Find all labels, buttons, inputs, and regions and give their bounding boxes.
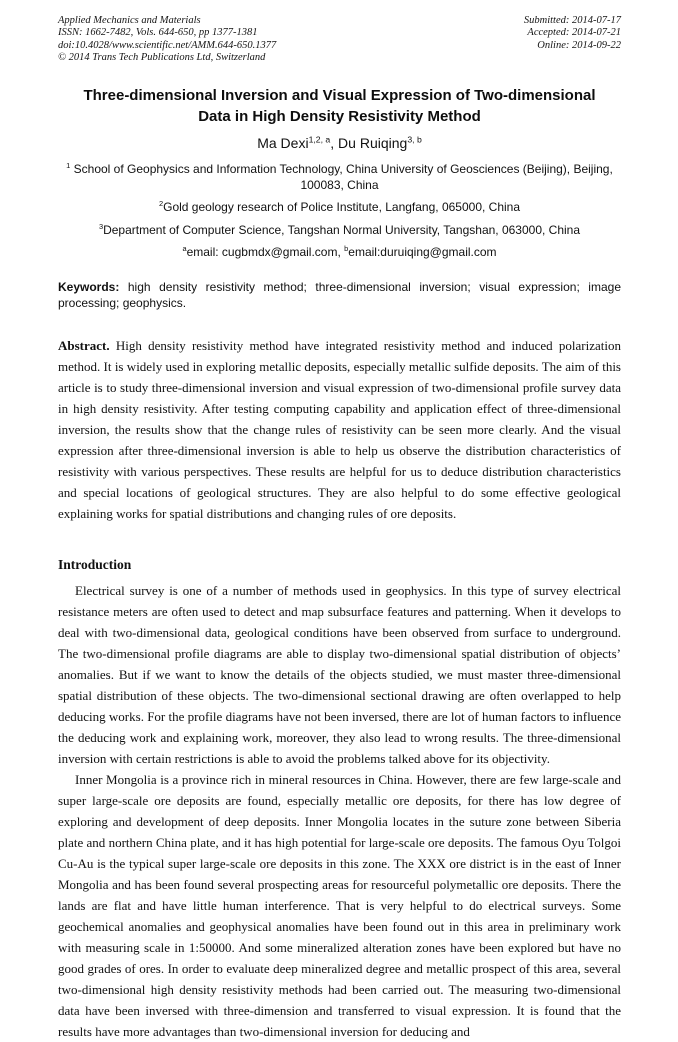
abstract-text: High density resistivity method have integrated resistivity method and induced polarization method. It is widely used in exploring metallic deposits, especially metallic sulfide deposits. The aim of this article is to study three-dimensional inversion and visual expression of two-dimensional profile survey data in high density resistivity. After testing computing capability and application effect of three-dimensional inversion, the results show that the change rules of resistivity can be seen more clearly. And the visual expression after three-dimensional inversion is able to help us observe the distribution characteristics of resistivity with various perspectives. These results are helpful for us to deduce distribution characteristics and special locations of geological structures. They are also helpful to do some effective geological explaining works for spatial distributions and changing rules of ore deposits. <box>58 338 621 522</box>
affiliation-1-superscript: 1 <box>66 161 71 171</box>
paper-title <box>58 85 621 127</box>
accepted-date: Accepted: 2014-07-21 <box>527 27 621 39</box>
section-heading-introduction: Introduction <box>58 557 132 573</box>
abstract-block <box>58 335 621 524</box>
email-2-text: email:duruiqing@gmail.com <box>348 245 497 260</box>
paper-title-line-2: Data in High Density Resistivity Method <box>198 108 481 126</box>
journal-copyright-line: © 2014 Trans Tech Publications Ltd, Switzerland <box>58 51 266 63</box>
affiliation-2-text: Gold geology research of Police Institute, Langfang, 065000, China <box>163 200 521 215</box>
journal-name: Applied Mechanics and Materials <box>58 15 201 26</box>
introduction-body <box>58 580 621 1042</box>
body-paragraph-2: Inner Mongolia is a province rich in mineral resources in China. However, there are few large-scale and super large-scale ore deposits are found, especially metallic ore deposits, for there has low degree of exploring and development of deep deposits. Inner Mongolia locates in the suture zone between Siberia plate and northern China plate, and it has high potential for large-scale ore deposits. The famous Oyu Tolgoi Cu-Au is the typical super large-scale ore deposits in this zone. The XXX ore district is in the east of Inner Mongolia and has been found several prospecting areas for resourceful polymetallic ore deposits. There the lands are flat and have little human interference. That is very helpful to do electrical surveys. Some geochemical anomalies and geophysical anomalies have been found out in this area in preliminary work with measuring scale in 1:50000. And some mineralized alteration zones have been explored but have no good grades of ores. In order to evaluate deep mineralized degree and metallic prospect of this area, several two-dimensional high density resistivity methods had been carried out. The measuring two-dimensional data have been inversed with three-dimension and transferred to visual expression. It is found that the results have more advantages than two-dimensional inversion for deducing and <box>58 772 621 1040</box>
authors-separator: , <box>330 135 339 152</box>
submission-dates <box>524 15 621 64</box>
affiliation-3-text: Department of Computer Science, Tangshan Normal University, Tangshan, 063000, China <box>103 222 581 237</box>
author-superscript-1: 1,2, a <box>308 134 331 145</box>
online-date: Online: 2014-09-22 <box>537 39 621 51</box>
email-2-superscript: b <box>344 244 349 254</box>
journal-header <box>58 15 621 64</box>
author-superscript-2: 3, b <box>407 134 422 145</box>
author-name-2: Du Ruiqing <box>338 135 408 152</box>
author-name-1: Ma Dexi <box>257 135 309 152</box>
affiliation-3 <box>58 223 621 239</box>
submitted-date: Submitted: 2014-07-17 <box>523 15 621 26</box>
authors-line <box>58 134 621 153</box>
keywords-label: Keywords: <box>58 280 120 295</box>
email-line <box>58 245 621 259</box>
journal-doi-line: doi:10.4028/www.scientific.net/AMM.644-650.1377 <box>58 39 277 51</box>
affiliation-2 <box>58 200 621 216</box>
abstract-label: Abstract. <box>58 338 110 354</box>
journal-issn-line: ISSN: 1662-7482, Vols. 644-650, pp 1377-1381 <box>58 27 258 39</box>
email-1-text: email: cugbmdx@gmail.com, <box>186 245 345 260</box>
affiliation-1-text: School of Geophysics and Information Technology, China University of Geosciences (Beijing), Beijing, 100083, China <box>70 162 613 192</box>
affiliation-2-superscript: 2 <box>158 199 164 209</box>
affiliation-3-superscript: 3 <box>98 221 104 231</box>
paper-title-line-1: Three-dimensional Inversion and Visual Expression of Two-dimensional <box>83 87 596 105</box>
affiliation-1 <box>58 162 621 193</box>
keywords-text: high density resistivity method; three-dimensional inversion; visual expression; image processing; geophysics. <box>58 280 621 310</box>
keywords-block <box>58 280 621 311</box>
email-1-superscript: a <box>182 244 187 254</box>
body-paragraph-1: Electrical survey is one of a number of methods used in geophysics. In this type of survey electrical resistance meters are often used to detect and map subsurface features and patterning. When it develops to deal with two-dimensional data, geological conditions have been observed from surface to underground. The two-dimensional profile diagrams are able to display two-dimensional spatial distribution of objects’ anomalies. But if we want to know the details of the objects studied, we must master three-dimensional spatial distribution of these objects. The two-dimensional sectional drawing are often overlapped to help deducing works. For the profile diagrams have not been inversed, there are lot of human factors to influence the deducing work and explaining work, moreover, they also lead to wrong results. The three-dimensional inversion with certain restrictions is able to avoid the problems talked above for its objectivity. <box>58 583 621 767</box>
journal-info <box>58 15 276 64</box>
